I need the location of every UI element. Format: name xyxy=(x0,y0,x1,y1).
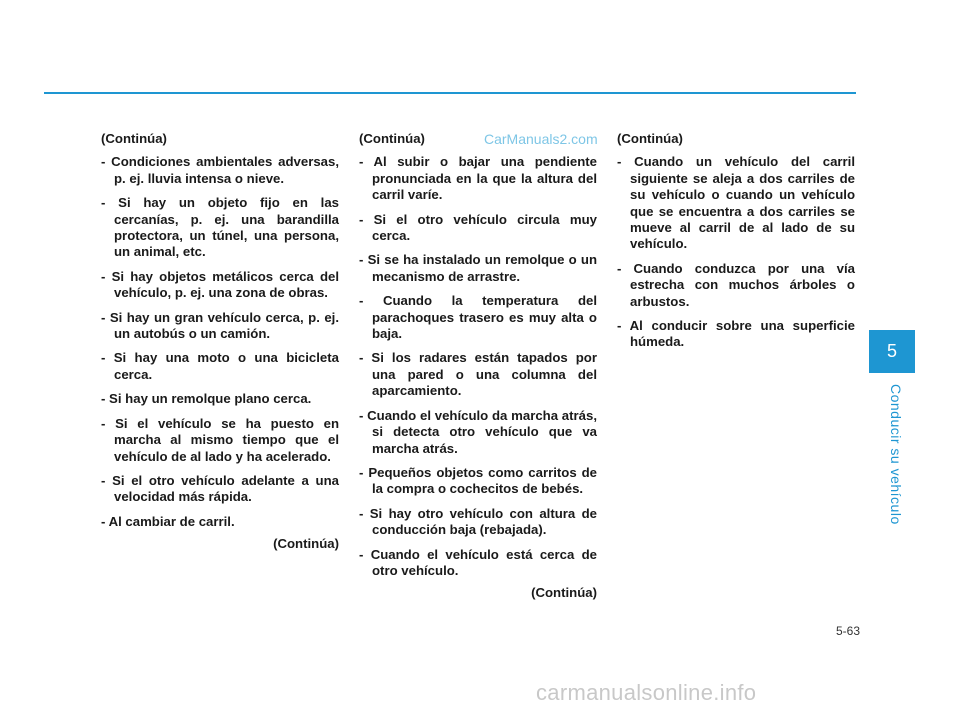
text-column-3 xyxy=(617,131,855,359)
continued-header: (Continúa) xyxy=(617,131,683,146)
footer-watermark: carmanualsonline.info xyxy=(536,680,757,705)
list-item: - Si hay un objeto fijo en las cercanías, p. ej. una barandilla protectora, un túnel, una persona, un animal, etc. xyxy=(101,195,339,260)
list-item: - Si hay un gran vehículo cerca, p. ej. un autobús o un camión. xyxy=(101,309,339,342)
continued-header: (Continúa) xyxy=(359,131,425,146)
text-column-1 xyxy=(101,131,339,553)
list-item: - Si los radares están tapados por una pared o una columna del aparcamiento. xyxy=(359,350,597,399)
continued-header: (Continúa) xyxy=(101,131,167,146)
page-number: 5-63 xyxy=(835,624,860,638)
list-item: - Si el otro vehículo circula muy cerca. xyxy=(359,211,597,244)
list-item: - Al cambiar de carril. xyxy=(101,513,235,529)
list-item: - Cuando la temperatura del parachoques trasero es muy alta o baja. xyxy=(359,293,597,342)
list-item: - Al conducir sobre una superficie húmeda. xyxy=(617,318,855,350)
list-item: - Si el vehículo se ha puesto en marcha al mismo tiempo que el vehículo de al lado y ha acelerado. xyxy=(101,415,339,464)
continued-footer: (Continúa) xyxy=(531,585,597,601)
chapter-title: Conducir su vehículo xyxy=(888,384,904,525)
list-item: - Cuando conduzca por una vía estrecha con muchos árboles o arbustos. xyxy=(617,260,855,309)
list-item: - Cuando el vehículo da marcha atrás, si detecta otro vehículo que va marcha atrás. xyxy=(359,407,597,456)
list-item: - Si el otro vehículo adelante a una velocidad más rápida. xyxy=(101,472,339,505)
list-item: - Cuando el vehículo está cerca de otro vehículo. xyxy=(359,546,597,578)
list-item: - Si hay una moto o una bicicleta cerca. xyxy=(101,350,339,382)
list-item: - Si hay un remolque plano cerca. xyxy=(101,391,312,407)
text-column-2 xyxy=(359,131,597,602)
list-item: - Si hay otro vehículo con altura de conducción baja (rebajada). xyxy=(359,505,597,538)
chapter-number-tab: 5 xyxy=(869,330,915,373)
list-item: - Al subir o bajar una pendiente pronunciada en la que la altura del carril varíe. xyxy=(359,154,597,203)
list-item: - Pequeños objetos como carritos de la compra o cochecitos de bebés. xyxy=(359,464,597,497)
list-item: - Si hay objetos metálicos cerca del vehículo, p. ej. una zona de obras. xyxy=(101,268,339,301)
list-item: - Cuando un vehículo del carril siguiente se aleja a dos carriles de su vehículo o cuando un vehículo que se encuentra a dos carriles se mueve al carril de al lado de su vehículo. xyxy=(617,154,855,252)
header-rule xyxy=(44,92,856,94)
list-item: - Condiciones ambientales adversas, p. ej. lluvia intensa o nieve. xyxy=(101,154,339,186)
list-item: - Si se ha instalado un remolque o un mecanismo de arrastre. xyxy=(359,252,597,284)
continued-footer: (Continúa) xyxy=(273,536,339,552)
watermark-text: CarManuals2.com xyxy=(484,131,598,147)
